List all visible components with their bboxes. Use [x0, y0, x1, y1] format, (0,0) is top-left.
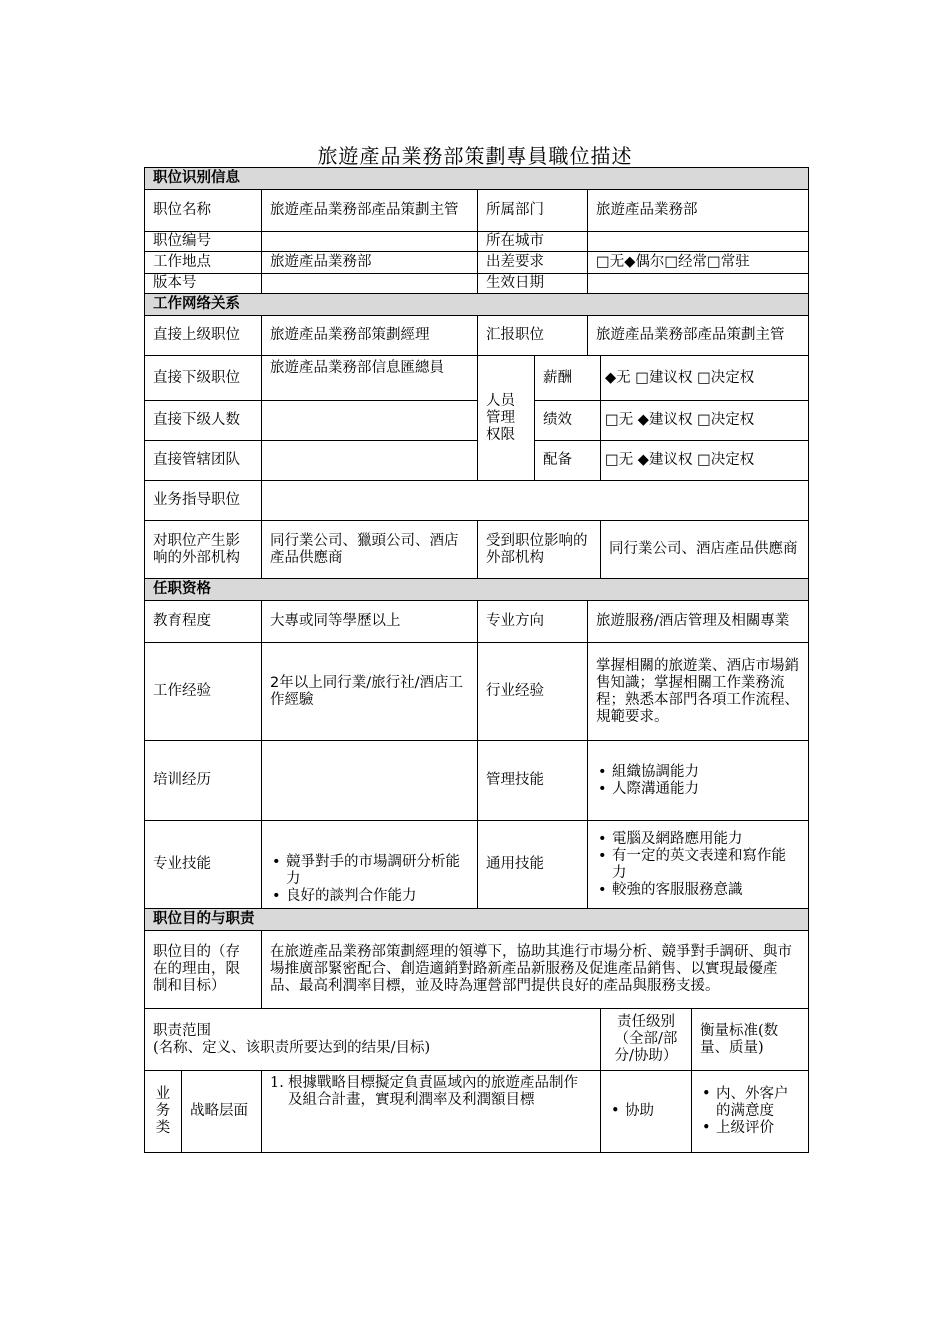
guidance-value: [262, 481, 809, 521]
list-item: • 良好的談判合作能力: [270, 888, 469, 905]
position-name-label: 职位名称: [145, 190, 262, 232]
industry-value: 掌握相關的旅遊業、酒店市場銷售知識；掌握相關工作業務流程；熟悉本部門各項工作流程、規範要求。: [588, 643, 809, 741]
duty-item: [262, 1071, 601, 1153]
list-item: • 内、外客户的满意度: [700, 1086, 800, 1120]
level-value: • 协助: [609, 1103, 683, 1120]
education-label: 教育程度: [145, 601, 262, 643]
experience-value: 2年以上同行業/旅行社/酒店工作經驗: [262, 643, 478, 741]
level-list: [609, 1103, 683, 1120]
measure-cell: [692, 1071, 809, 1153]
pro-skills-label: 专业技能: [145, 821, 262, 909]
pro-skills-cell: [262, 821, 478, 909]
guidance-label: 业务指导职位: [145, 481, 262, 521]
staffing-label: 配备: [535, 441, 601, 481]
layer-label: 战略层面: [182, 1071, 262, 1153]
position-code-label: 职位编号: [145, 232, 262, 252]
external-affected-label: 受到职位影响的外部机构: [478, 521, 601, 579]
external-influenced-value: 同行業公司、獵頭公司、酒店產品供應商: [262, 521, 478, 579]
performance-options: □无 ◆建议权 □决定权: [601, 401, 809, 441]
superior-label: 直接上级职位: [145, 316, 262, 356]
level-header: 责任级别（全部/部分/协助）: [601, 1009, 692, 1071]
measure-header: 衡量标准(数量、质量): [692, 1009, 809, 1071]
subordinate-count-value: [262, 401, 478, 441]
city-label: 所在城市: [478, 232, 588, 252]
effective-date-value: [588, 274, 809, 294]
performance-label: 绩效: [535, 401, 601, 441]
scope-label: 职责范围: [153, 1022, 211, 1039]
job-description-table: [144, 167, 809, 1153]
salary-label: 薪酬: [535, 356, 601, 401]
list-item: • 較強的客服服務意識: [596, 882, 800, 899]
report-value: 旅遊產品業務部產品策劃主管: [588, 316, 809, 356]
mgmt-skills-label: 管理技能: [478, 741, 588, 821]
list-item: • 人際溝通能力: [596, 781, 800, 798]
external-affected-value: 同行業公司、酒店產品供應商: [601, 521, 809, 579]
training-value: [262, 741, 478, 821]
objective-value: 在旅遊產品業務部策劃經理的領導下，協助其進行市場分析、競爭對手調研、與市場推廣部緊密配合、創造適銷對路新產品新服務及促進產品銷售、以實現最優產品、最高利潤率目標，並及時為運營部門提供良好的產品與服務支援。: [262, 931, 809, 1009]
training-label: 培训经历: [145, 741, 262, 821]
location-value: 旅遊產品業務部: [262, 252, 478, 274]
general-skills-list: [596, 831, 800, 899]
mgmt-skills-list: [596, 764, 800, 798]
general-skills-cell: [588, 821, 809, 909]
measure-list: [700, 1086, 800, 1137]
version-label: 版本号: [145, 274, 262, 294]
superior-value: 旅遊產品業務部策劃經理: [262, 316, 478, 356]
education-value: 大專或同等學歷以上: [262, 601, 478, 643]
duty-number: 1.: [270, 1075, 284, 1091]
team-label: 直接管辖团队: [145, 441, 262, 481]
document-title: 旅遊產品業務部策劃專員職位描述: [317, 144, 633, 168]
section-purpose: 职位目的与职责: [145, 909, 809, 931]
position-code-value: [262, 232, 478, 252]
section-network: 工作网络关系: [145, 294, 809, 316]
section-identity: 职位识别信息: [145, 168, 809, 190]
major-value: 旅遊服務/酒店管理及相關專業: [588, 601, 809, 643]
level-cell: [601, 1071, 692, 1153]
team-value: [262, 441, 478, 481]
subordinate-label: 直接下级职位: [145, 356, 262, 401]
subordinate-value: 旅遊產品業務部信息匯總員: [262, 356, 478, 401]
scope-header: [145, 1009, 601, 1071]
list-item: • 組織協調能力: [596, 764, 800, 781]
position-name-value: 旅遊產品業務部產品策劃主管: [262, 190, 478, 232]
list-item: • 競爭對手的市場調研分析能力: [270, 854, 469, 888]
general-skills-label: 通用技能: [478, 821, 588, 909]
effective-date-label: 生效日期: [478, 274, 588, 294]
authority-label: 人员管理权限: [478, 356, 535, 481]
industry-label: 行业经验: [478, 643, 588, 741]
scope-sub-label: (名称、定义、该职责所要达到的结果/目标): [153, 1039, 431, 1056]
location-label: 工作地点: [145, 252, 262, 274]
list-item: • 上级评价: [700, 1120, 800, 1137]
section-qualification: 任职资格: [145, 579, 809, 601]
department-value: 旅遊產品業務部: [588, 190, 809, 232]
subordinate-count-label: 直接下级人数: [145, 401, 262, 441]
staffing-options: □无 ◆建议权 □决定权: [601, 441, 809, 481]
category-label: 业务类: [145, 1071, 182, 1153]
department-label: 所属部门: [478, 190, 588, 232]
list-item: • 有一定的英文表達和寫作能力: [596, 848, 800, 882]
external-influenced-label: 对职位产生影响的外部机构: [145, 521, 262, 579]
version-value: [262, 274, 478, 294]
salary-options: ◆无 □建议权 □决定权: [601, 356, 809, 401]
major-label: 专业方向: [478, 601, 588, 643]
list-item: • 電腦及網路應用能力: [596, 831, 800, 848]
mgmt-skills-cell: [588, 741, 809, 821]
city-value: [588, 232, 809, 252]
experience-label: 工作经验: [145, 643, 262, 741]
objective-label: 职位目的（存在的理由，限制和目标）: [145, 931, 262, 1009]
report-label: 汇报职位: [478, 316, 588, 356]
travel-options: □无◆偶尔□经常□常驻: [588, 252, 809, 274]
pro-skills-list: [270, 854, 469, 905]
duty-text: 根據戰略目標擬定負責區域內的旅遊產品制作及組合計畫，實現利潤率及利潤額目標: [288, 1075, 578, 1108]
travel-label: 出差要求: [478, 252, 588, 274]
